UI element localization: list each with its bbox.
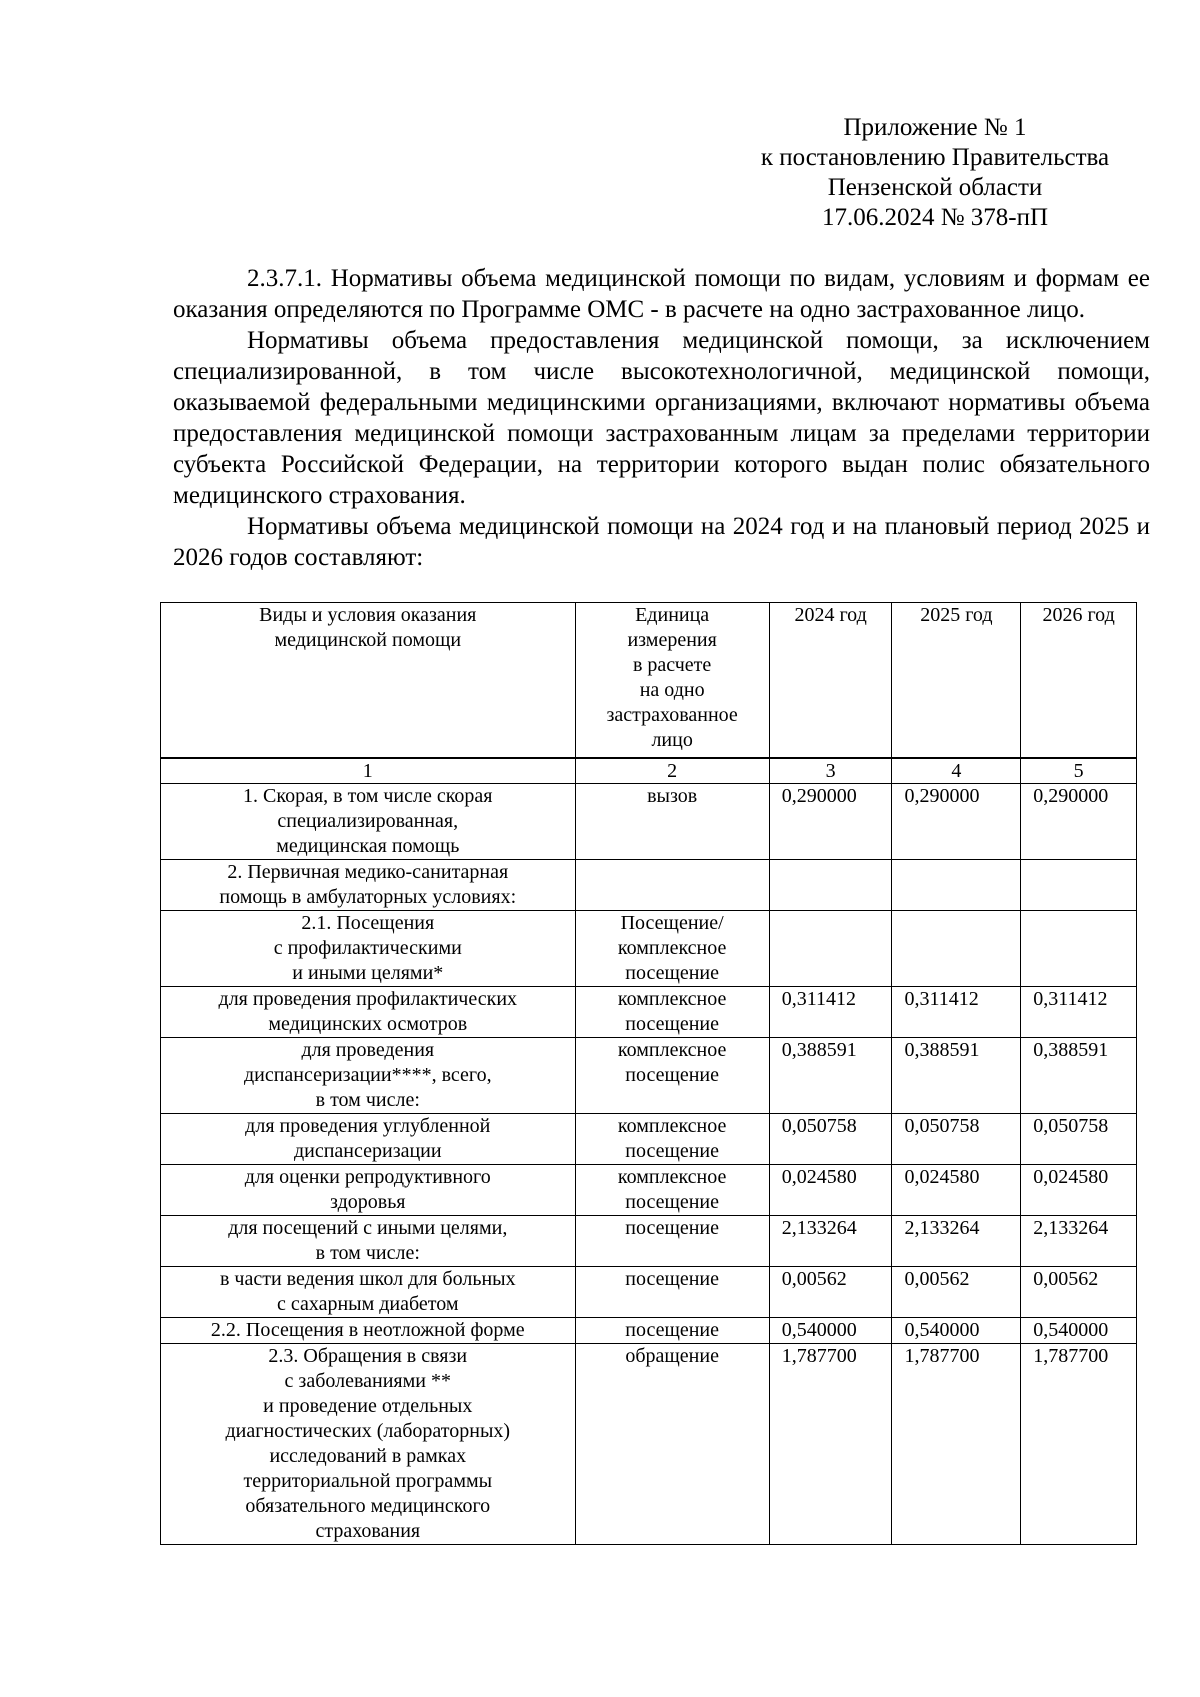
row-name: для проведения диспансеризации****, всего, в том числе: (161, 1037, 576, 1113)
row-name: для оценки репродуктивного здоровья (161, 1164, 576, 1215)
row-name: 1. Скорая, в том числе скорая специализированная, медицинская помощь (161, 783, 576, 859)
value-2024: 0,290000 (769, 783, 892, 859)
row-name: 2.1. Посещения с профилактическими и иными целями* (161, 910, 576, 986)
column-number-row (161, 758, 1137, 784)
value-2026: 0,00562 (1021, 1266, 1137, 1317)
header-cell-2025: 2025 год (892, 603, 1021, 758)
value-2024: 0,388591 (769, 1037, 892, 1113)
row-unit: обращение (575, 1343, 769, 1544)
table-row (161, 1343, 1137, 1544)
column-number: 5 (1021, 758, 1137, 784)
value-2024: 0,024580 (769, 1164, 892, 1215)
table-row (161, 986, 1137, 1037)
row-name: 2.3. Обращения в связи с заболеваниями ** и проведение отдельных диагностических (лабораторных) исследований в рамках территориальной программы обязательного медицинского страхования (161, 1343, 576, 1544)
header-cell-unit: Единица измерения в расчете на одно застрахованное лицо (575, 603, 769, 758)
paragraph: 2.3.7.1. Нормативы объема медицинской помощи по видам, условиям и формам ее оказания определяются по Программе ОМС - в расчете на одно застрахованное лицо. (173, 265, 1150, 323)
value-2026: 0,540000 (1021, 1317, 1137, 1343)
table-row (161, 1215, 1137, 1266)
column-number: 2 (575, 758, 769, 784)
value-2024: 0,00562 (769, 1266, 892, 1317)
value-2026 (1021, 910, 1137, 986)
column-number: 4 (892, 758, 1021, 784)
norms-table (160, 602, 1137, 1545)
value-2026: 0,290000 (1021, 783, 1137, 859)
paragraph: Нормативы объема предоставления медицинской помощи, за исключением специализированной, в том числе высокотехнологичной, медицинской помощи, оказываемой федеральными медицинскими организациями, включают нормативы объема предоставления медицинской помощи застрахованным лицам за пределами территории субъекта Российской Федерации, на территории которого выдан полис обязательного медицинского страхования. (173, 327, 1150, 509)
row-unit: посещение (575, 1317, 769, 1343)
row-unit: комплексное посещение (575, 1037, 769, 1113)
row-name: для проведения углубленной диспансеризации (161, 1113, 576, 1164)
appendix-title: Приложение № 1 (843, 114, 1027, 141)
column-number: 3 (769, 758, 892, 784)
value-2026: 0,311412 (1021, 986, 1137, 1037)
row-unit: Посещение/ комплексное посещение (575, 910, 769, 986)
table-row (161, 910, 1137, 986)
value-2025: 0,024580 (892, 1164, 1021, 1215)
table-row (161, 1317, 1137, 1343)
value-2024 (769, 859, 892, 910)
header-cell-type: Виды и условия оказания медицинской помощи (161, 603, 576, 758)
appendix-date-number: 17.06.2024 № 378-пП (821, 204, 1049, 231)
value-2025 (892, 910, 1021, 986)
paragraph: Нормативы объема медицинской помощи на 2024 год и на плановый период 2025 и 2026 годов составляют: (173, 513, 1150, 571)
table-row (161, 1113, 1137, 1164)
value-2026: 0,050758 (1021, 1113, 1137, 1164)
row-unit: вызов (575, 783, 769, 859)
value-2024: 0,050758 (769, 1113, 892, 1164)
value-2026: 1,787700 (1021, 1343, 1137, 1544)
table-row (161, 783, 1137, 859)
column-number: 1 (161, 758, 576, 784)
table-row (161, 1037, 1137, 1113)
value-2026 (1021, 859, 1137, 910)
appendix-region: Пензенской области (827, 174, 1043, 201)
row-unit: посещение (575, 1215, 769, 1266)
value-2026: 2,133264 (1021, 1215, 1137, 1266)
table-row (161, 1164, 1137, 1215)
value-2024: 0,311412 (769, 986, 892, 1037)
value-2025: 0,290000 (892, 783, 1021, 859)
value-2025: 0,050758 (892, 1113, 1021, 1164)
row-unit (575, 859, 769, 910)
row-unit: комплексное посещение (575, 1113, 769, 1164)
row-name: для посещений с иными целями, в том числе: (161, 1215, 576, 1266)
value-2024: 0,540000 (769, 1317, 892, 1343)
value-2025: 1,787700 (892, 1343, 1021, 1544)
row-unit: комплексное посещение (575, 1164, 769, 1215)
table-header-row (161, 603, 1137, 758)
value-2024 (769, 910, 892, 986)
row-unit: посещение (575, 1266, 769, 1317)
value-2026: 0,388591 (1021, 1037, 1137, 1113)
row-name: 2. Первичная медико-санитарная помощь в амбулаторных условиях: (161, 859, 576, 910)
header-cell-2026: 2026 год (1021, 603, 1137, 758)
table-row (161, 859, 1137, 910)
appendix-reference: к постановлению Правительства (760, 144, 1110, 171)
value-2025: 0,311412 (892, 986, 1021, 1037)
row-name: в части ведения школ для больных с сахарным диабетом (161, 1266, 576, 1317)
value-2025: 2,133264 (892, 1215, 1021, 1266)
value-2025: 0,388591 (892, 1037, 1021, 1113)
header-cell-2024: 2024 год (769, 603, 892, 758)
appendix-header (735, 113, 1135, 233)
value-2024: 1,787700 (769, 1343, 892, 1544)
row-unit: комплексное посещение (575, 986, 769, 1037)
row-name: 2.2. Посещения в неотложной форме (161, 1317, 576, 1343)
table-row (161, 1266, 1137, 1317)
value-2026: 0,024580 (1021, 1164, 1137, 1215)
value-2025: 0,00562 (892, 1266, 1021, 1317)
value-2025 (892, 859, 1021, 910)
value-2024: 2,133264 (769, 1215, 892, 1266)
value-2025: 0,540000 (892, 1317, 1021, 1343)
row-name: для проведения профилактических медицинских осмотров (161, 986, 576, 1037)
body-text (173, 263, 1150, 573)
